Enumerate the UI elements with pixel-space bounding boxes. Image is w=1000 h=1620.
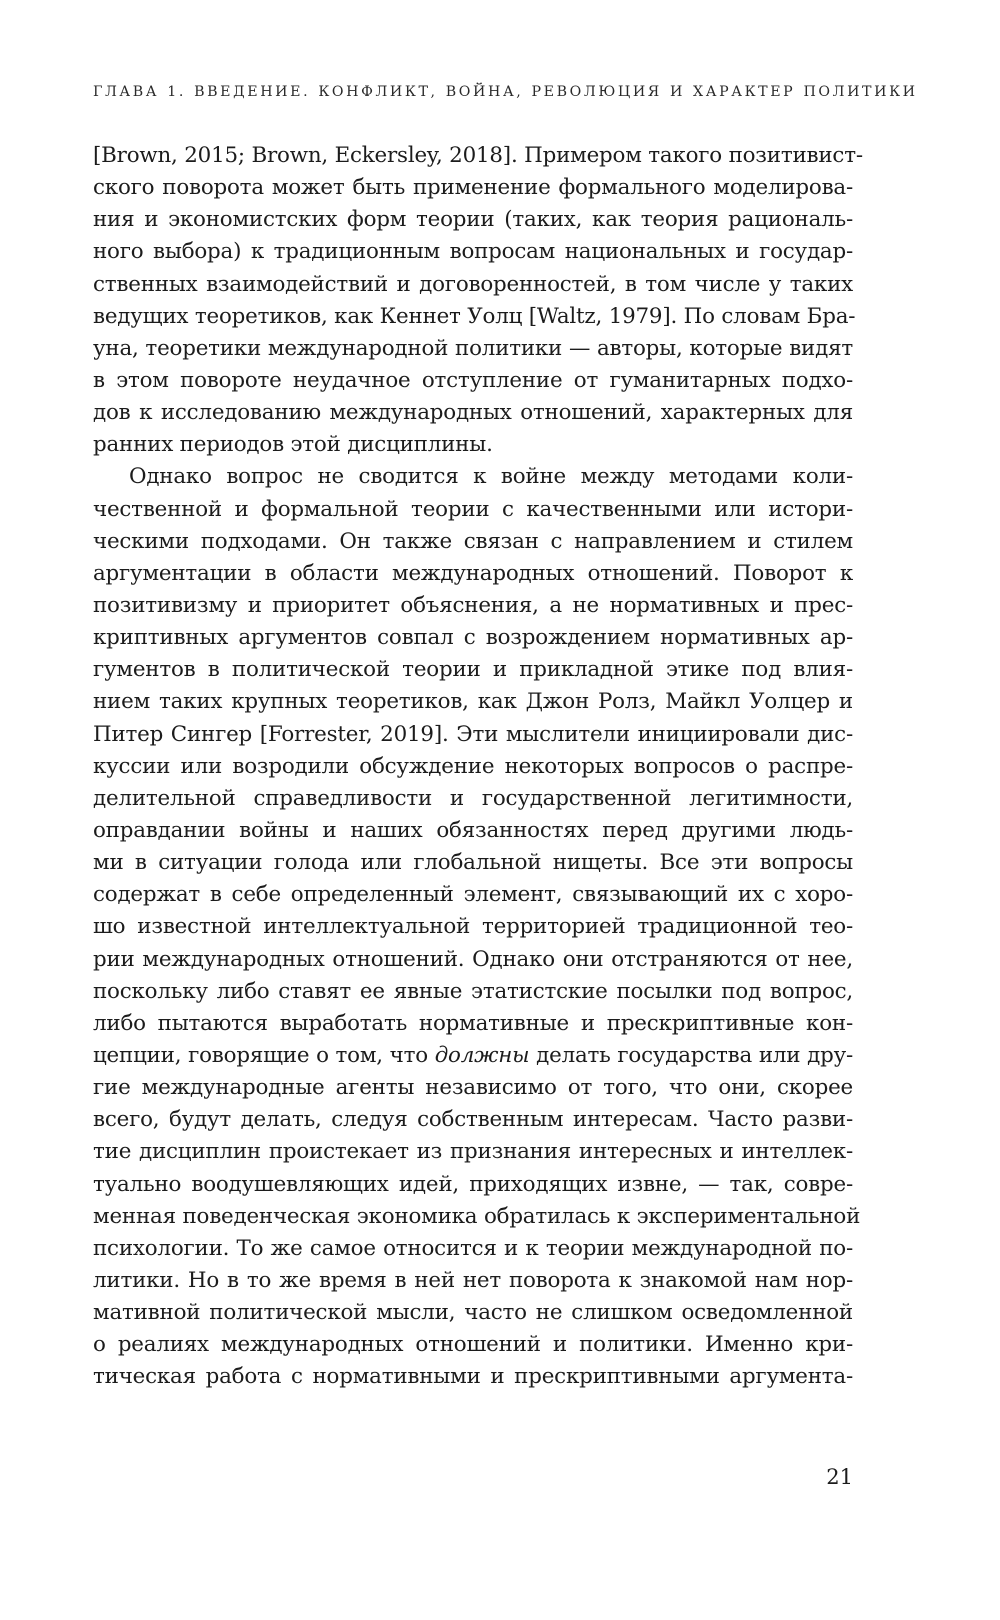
text-line: литики. Но в то же время в ней нет поворота к знакомой нам нор- bbox=[93, 1267, 853, 1293]
text-line: чественной и формальной теории с качественными или истори- bbox=[93, 496, 853, 522]
text-line: ного выбора) к традиционным вопросам национальных и государ- bbox=[93, 239, 853, 265]
running-head: ГЛАВА 1. ВВЕДЕНИЕ. КОНФЛИКТ, ВОЙНА, РЕВОЛЮЦИЯ И ХАРАКТЕР ПОЛИТИКИ bbox=[93, 84, 918, 100]
text-line: ского поворота может быть применение формального моделирова- bbox=[93, 175, 853, 201]
body-text bbox=[93, 140, 863, 1393]
text-line: ния и экономистских форм теории (таких, как теория рациональ- bbox=[93, 207, 853, 233]
text-line: ческими подходами. Он также связан с направлением и стилем bbox=[93, 528, 853, 554]
text-fragment: делать государства или дру- bbox=[529, 1042, 853, 1068]
text-line: рии международных отношений. Однако они отстраняются от нее, bbox=[93, 946, 853, 972]
text-line: туально воодушевляющих идей, приходящих извне, — так, совре- bbox=[93, 1171, 853, 1197]
text-line: тие дисциплин проистекает из признания интересных и интеллек- bbox=[93, 1139, 853, 1165]
emphasized-word: должны bbox=[434, 1042, 530, 1068]
text-line: куссии или возродили обсуждение некоторых вопросов о распре- bbox=[93, 753, 853, 779]
paragraph-start-line: Однако вопрос не сводится к войне между методами коли- bbox=[129, 464, 853, 490]
text-line: оправдании войны и наших обязанностях перед другими людь- bbox=[93, 817, 853, 843]
text-line: о реалиях международных отношений и политики. Именно кри- bbox=[93, 1332, 853, 1358]
text-line: поскольку либо ставят ее явные этатистские посылки под вопрос, bbox=[93, 978, 853, 1004]
text-line: либо пытаются выработать нормативные и прескриптивные кон- bbox=[93, 1010, 853, 1036]
text-line: ственных взаимодействий и договоренностей, в том числе у таких bbox=[93, 271, 853, 297]
text-line: менная поведенческая экономика обратилась к экспериментальной bbox=[93, 1203, 861, 1229]
text-line: ми в ситуации голода или глобальной нищеты. Все эти вопросы bbox=[93, 850, 853, 876]
text-line: мативной политической мысли, часто не слишком осведомленной bbox=[93, 1300, 853, 1326]
text-line: психологии. То же самое относится и к теории международной по- bbox=[93, 1235, 853, 1261]
text-line: гие международные агенты независимо от того, что они, скорее bbox=[93, 1075, 853, 1101]
text-line: содержат в себе определенный элемент, связывающий их с хоро- bbox=[93, 882, 853, 908]
text-line: делительной справедливости и государственной легитимности, bbox=[93, 785, 853, 811]
text-line: нием таких крупных теоретиков, как Джон Ролз, Майкл Уолцер и bbox=[93, 689, 853, 715]
text-line: ведущих теоретиков, как Кеннет Уолц [Waltz, 1979]. По словам Бра- bbox=[93, 303, 856, 329]
text-line: уна, теоретики международной политики — авторы, которые видят bbox=[93, 335, 853, 361]
text-line: дов к исследованию международных отношений, характерных для bbox=[93, 400, 853, 426]
text-line-with-emphasis bbox=[93, 1040, 853, 1072]
text-line: Питер Сингер [Forrester, 2019]. Эти мыслители инициировали дис- bbox=[93, 721, 853, 747]
text-fragment: цепции, говорящие о том, что bbox=[93, 1042, 435, 1068]
text-line: гументов в политической теории и прикладной этике под влия- bbox=[93, 657, 853, 683]
text-line: в этом повороте неудачное отступление от гуманитарных подхо- bbox=[93, 367, 853, 393]
paragraph-end-line: ранних периодов этой дисциплины. bbox=[93, 432, 493, 458]
text-line: аргументации в области международных отношений. Поворот к bbox=[93, 560, 853, 586]
text-line: криптивных аргументов совпал с возрождением нормативных ар- bbox=[93, 625, 853, 651]
text-line: тическая работа с нормативными и прескриптивными аргумента- bbox=[93, 1364, 853, 1390]
text-line: шо известной интеллектуальной территорией традиционной тео- bbox=[93, 914, 853, 940]
text-line: [Brown, 2015; Brown, Eckersley, 2018]. Примером такого позитивист- bbox=[93, 143, 863, 168]
text-line: всего, будут делать, следуя собственным интересам. Часто разви- bbox=[93, 1107, 853, 1133]
page-number: 21 bbox=[826, 1465, 853, 1489]
text-line: позитивизму и приоритет объяснения, а не нормативных и прес- bbox=[93, 592, 853, 618]
